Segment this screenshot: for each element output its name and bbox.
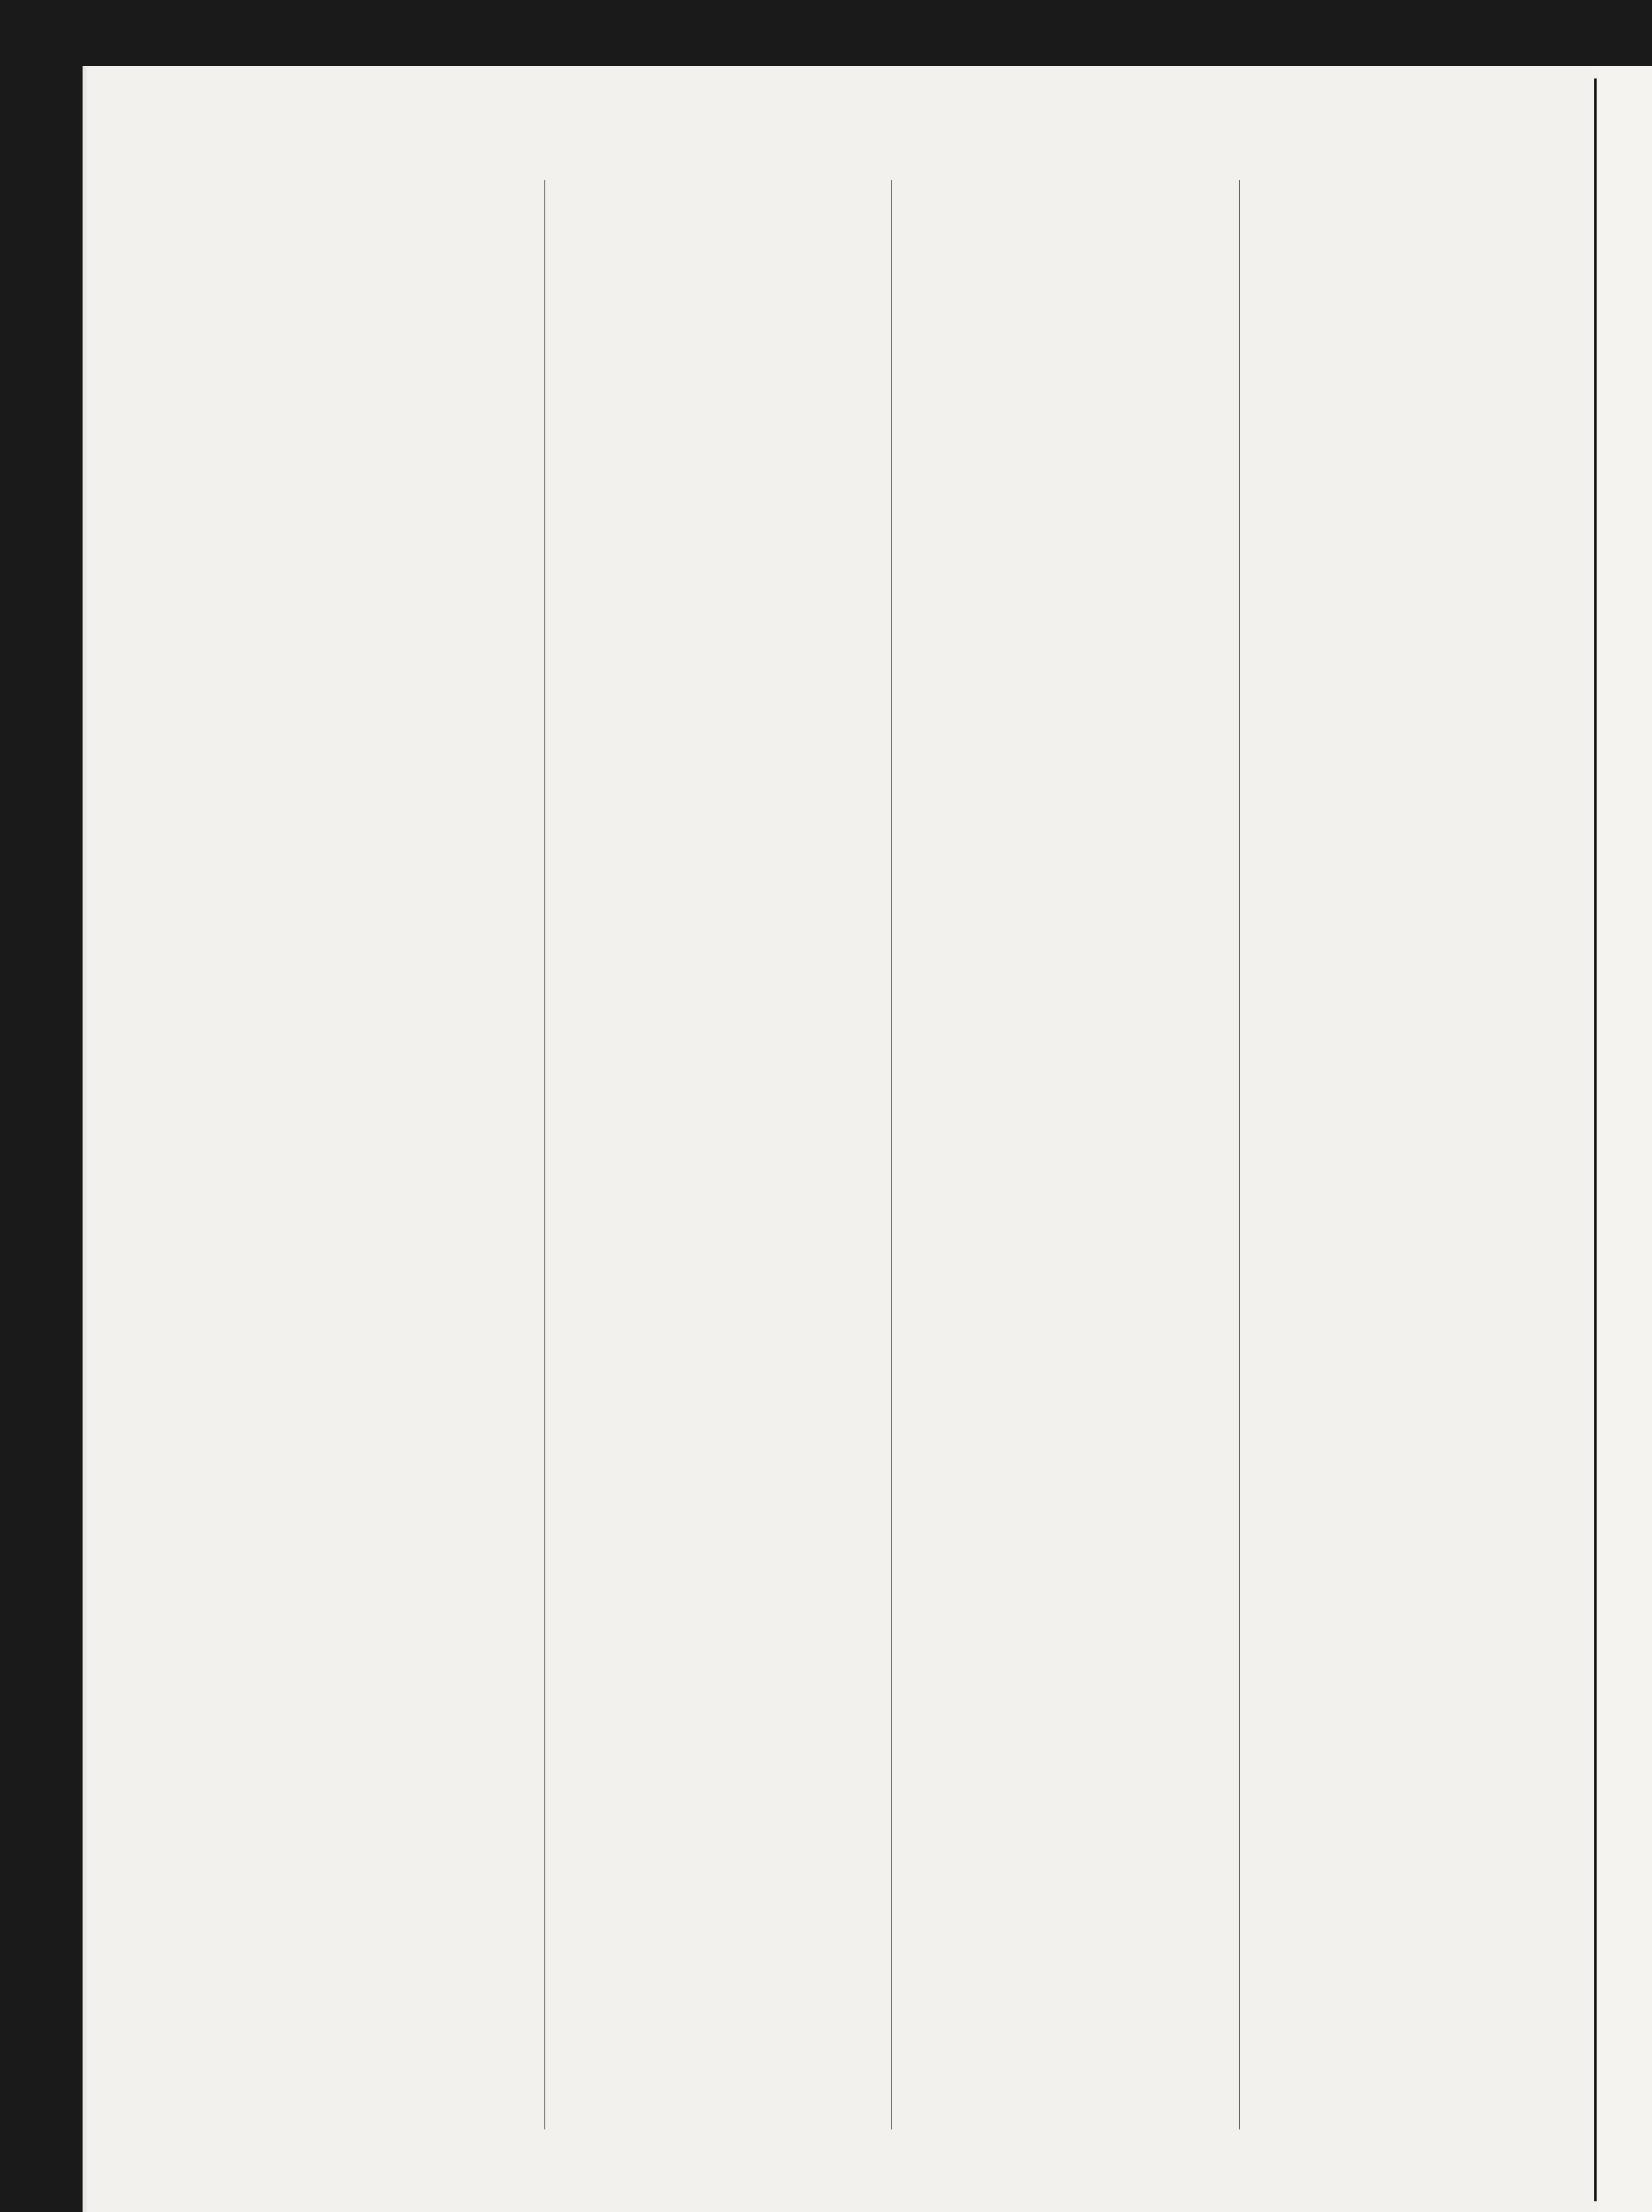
column-1: [201, 180, 538, 2129]
column-rule: [1239, 180, 1240, 2129]
column-rule: [544, 180, 545, 2129]
column-2: [548, 180, 885, 2129]
column-4: [1243, 180, 1580, 2129]
next-page-edge: [1598, 66, 1652, 2212]
column-3: [896, 180, 1233, 2129]
column-rule: [891, 180, 892, 2129]
page-gutter: [1594, 78, 1597, 2201]
